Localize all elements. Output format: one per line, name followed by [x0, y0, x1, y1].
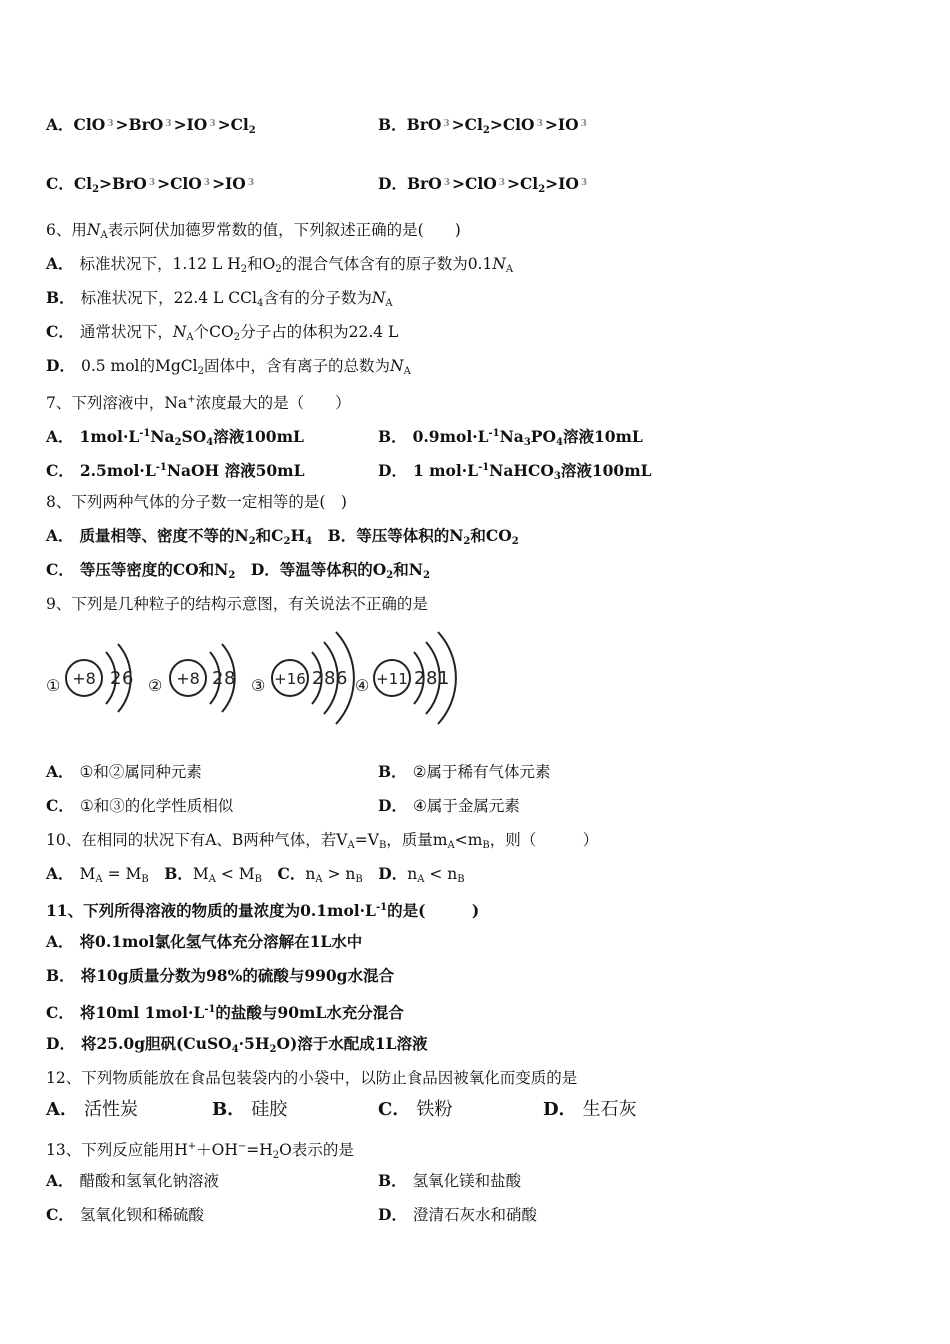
atom-diagram-2 [164, 622, 244, 732]
q5-option-b[interactable]: B．BrO $^3 >Cl_2>ClO$ $^3$ >IO $^3$ [378, 115, 587, 136]
atom-2-shell-1: 2 [212, 668, 224, 689]
q11-option-b[interactable]: B． 将10g质量分数为98%的硫酸与990g水混合 [46, 966, 395, 985]
atom-4-shell-2: 8 [426, 668, 438, 689]
q7-option-b[interactable]: B． $0.9mol\cdot L^{-1}Na_3PO_4$溶液10mL [378, 427, 643, 448]
q8-options-ab[interactable]: A． 质量相等、密度不等的$N_2$和$C_2H_4$ B．等压等体积的$N_2$和$CO_2$ [46, 526, 519, 547]
q10-options[interactable]: A． $M_A = M_B$ B．$M_A < M_B$ C．$n_A > n_B$ D．$n_A < n_B$ [46, 864, 465, 885]
q8-options-cd[interactable]: C． 等压等密度的CO和$N_2$ D．等温等体积的$O_2$和$N_2$ [46, 560, 430, 581]
q9-stem: 9、下列是几种粒子的结构示意图，有关说法不正确的是 [46, 595, 428, 613]
q7-option-d[interactable]: D． 1 $mol\cdot L^{-1}NaHCO_3$溶液100mL [378, 461, 652, 482]
q12-option-b[interactable]: B． 硅胶 [212, 1099, 288, 1120]
atom-3-shell-2: 8 [324, 668, 336, 689]
q6-option-a[interactable]: A． 标准状况下，1.12 L $H_2$和$O_2$的混合气体含有的原子数为$0.1N_A$ [46, 254, 514, 275]
atom-3-shell-3: 6 [336, 668, 348, 689]
atom-3-nucleus: +16 [274, 670, 306, 688]
atom-4-label: ④ [355, 676, 370, 695]
q8-stem: 8、下列两种气体的分子数一定相等的是( ) [46, 493, 347, 511]
q6-option-c[interactable]: C． 通常状况下，$N_A$个$CO_2$分子占的体积为22.4 L [46, 322, 399, 343]
atom-4-nucleus: +11 [376, 670, 408, 688]
q11-option-a[interactable]: A． 将0.1mol氯化氢气体充分溶解在1L水中 [46, 932, 363, 951]
q5-option-a[interactable]: A．ClO $^3$ >BrO $^3$ >IO $^3 >Cl_2$ [46, 115, 256, 136]
q6-option-b[interactable]: B． 标准状况下，22.4 L CCl$_4$含有的分子数为$N_A$ [46, 288, 393, 309]
q12-option-a[interactable]: A． 活性炭 [46, 1099, 138, 1120]
q11-option-d[interactable]: D． 将25.0g胆矾$(CuSO_4\cdot 5H_2O)$溶于水配成1L溶液 [46, 1034, 428, 1055]
q9-option-c[interactable]: C． ①和③的化学性质相似 [46, 796, 234, 815]
q11-option-c[interactable]: C． 将10ml $1mol\cdot L^{-1}$的盐酸与90mL水充分混合 [46, 1003, 404, 1022]
atom-4-shell-3: 1 [438, 668, 450, 689]
q7-stem: 7、下列溶液中，Na+浓度最大的是（ ） [46, 394, 351, 412]
q5-option-d[interactable]: D．BrO $^3$ >ClO $^3 >Cl_2>IO$ $^3$ [378, 174, 588, 195]
q9-option-b[interactable]: B． ②属于稀有气体元素 [378, 762, 551, 781]
q9-option-a[interactable]: A． ①和②属同种元素 [46, 762, 202, 781]
atom-1-shell-1: 2 [110, 668, 122, 689]
atom-1-shell-2: 6 [122, 668, 134, 689]
q13-option-a[interactable]: A． 醋酸和氢氧化钠溶液 [46, 1171, 220, 1190]
q12-stem: 12、下列物质能放在食品包装袋内的小袋中，以防止食品因被氧化而变质的是 [46, 1069, 578, 1087]
q6-stem: 6、用$N_A$表示阿伏加德罗常数的值，下列叙述正确的是( ) [46, 221, 461, 241]
atom-1-label: ① [46, 676, 61, 695]
q7-option-c[interactable]: C． $2.5mol\cdot L^{-1}NaOH$ 溶液50mL [46, 461, 305, 480]
atom-diagram-3 [268, 622, 358, 732]
q7-option-a[interactable]: A． $1mol\cdot L^{-1}Na_2SO_4$溶液100mL [46, 427, 304, 448]
q12-option-c[interactable]: C． 铁粉 [378, 1099, 453, 1120]
atom-4-shell-1: 2 [414, 668, 426, 689]
atom-3-label: ③ [251, 676, 266, 695]
q13-stem: 13、下列反应能用$H^++OH^-=H_2O$表示的是 [46, 1141, 354, 1161]
q13-option-d[interactable]: D． 澄清石灰水和硝酸 [378, 1205, 537, 1224]
q11-stem: 11、下列所得溶液的物质的量浓度为$0.1mol\cdot L^{-1}$的是( ) [46, 901, 480, 920]
atom-2-nucleus: +8 [176, 669, 200, 688]
q13-option-c[interactable]: C． 氢氧化钡和稀硫酸 [46, 1205, 204, 1224]
q13-option-b[interactable]: B． 氢氧化镁和盐酸 [378, 1171, 522, 1190]
q10-stem: 10、在相同的状况下有A、B两种气体，若$V_A=V_B$，质量$m_A<m_B$，则（ ） [46, 831, 599, 851]
atom-2-label: ② [148, 676, 163, 695]
atom-2-shell-2: 8 [224, 668, 236, 689]
atom-1-nucleus: +8 [72, 669, 96, 688]
atom-diagram-4 [370, 622, 460, 732]
atom-3-shell-1: 2 [312, 668, 324, 689]
atom-diagram-1 [60, 622, 140, 732]
q5-option-c[interactable]: C．$Cl_2>BrO$ $^3$ >ClO $^3$ >IO $^3$ [46, 174, 255, 195]
q12-option-d[interactable]: D． 生石灰 [543, 1099, 637, 1120]
q9-option-d[interactable]: D． ④属于金属元素 [378, 796, 520, 815]
q6-option-d[interactable]: D． 0.5 mol的MgCl$_2$固体中，含有离子的总数为$N_A$ [46, 356, 411, 377]
